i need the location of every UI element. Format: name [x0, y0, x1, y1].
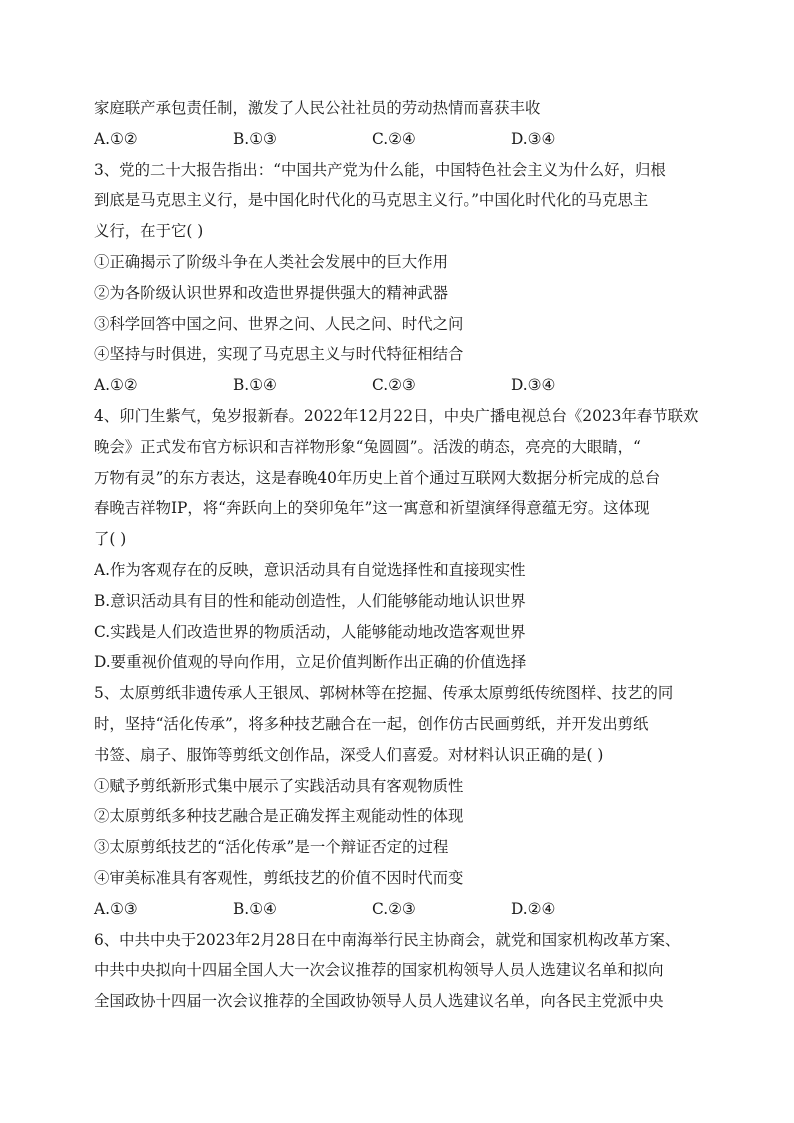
- question-6-stem-line: 中共中央拟向十四届全国人大一次会议推荐的国家机构领导人员人选建议名单和拟向: [94, 961, 664, 980]
- question-6-stem-line: 6、中共中央于2023年2月28日在中南海举行民主协商会，就党和国家机构改革方案、: [94, 930, 681, 949]
- question-4-stem-line: 晚会》正式发布官方标识和吉祥物形象“兔圆圆”。活泼的萌态，亮亮的大眼睛，“: [94, 437, 641, 456]
- question-2-options: [94, 124, 714, 155]
- question-5-item-4: ④审美标准具有客观性，剪纸技艺的价值不因时代而变: [94, 868, 464, 887]
- question-3-item-3: ③科学回答中国之问、世界之问、人民之问、时代之问: [94, 314, 464, 333]
- question-5-item-2: ②太原剪纸多种技艺融合是正确发挥主观能动性的体现: [94, 807, 464, 826]
- question-3-item-2: ②为各阶级认识世界和改造世界提供强大的精神武器: [94, 283, 448, 302]
- option-d: D.③④: [511, 129, 556, 148]
- option-d: D.③④: [511, 376, 556, 395]
- exam-page: [94, 93, 714, 1017]
- option-c: C.②③: [372, 376, 416, 395]
- question-2-stem-line: 家庭联产承包责任制，激发了人民公社社员的劳动热情而喜获丰收: [94, 99, 541, 117]
- question-3-item-1: ①正确揭示了阶级斗争在人类社会发展中的巨大作用: [94, 252, 448, 271]
- option-c: C.②④: [372, 129, 416, 148]
- question-4-stem-line: 春晚吉祥物IP，将“奔跃向上的癸卯兔年”这一寓意和祈望演绎得意蕴无穷。这体现: [94, 499, 650, 518]
- question-6: [94, 925, 714, 1017]
- question-4-choice-a: A.作为客观存在的反映，意识活动具有自觉选择性和直接现实性: [94, 560, 526, 579]
- option-a: A.①②: [94, 129, 138, 148]
- option-a: A.①②: [94, 376, 138, 395]
- option-b: B.①③: [233, 129, 277, 148]
- question-3-stem-line: 到底是马克思主义行，是中国化时代化的马克思主义行。”中国化时代化的马克思主: [94, 191, 649, 210]
- question-5: [94, 678, 714, 924]
- question-4-choice-d: D.要重视价值观的导向作用，立足价值判断作出正确的价值选择: [94, 653, 527, 672]
- question-4: [94, 401, 714, 678]
- question-5-stem-line: 5、太原剪纸非遗传承人王银凤、郭树林等在挖掘、传承太原剪纸传统图样、技艺的同: [94, 684, 674, 703]
- question-2-tail: [94, 93, 714, 155]
- question-4-stem-line: 了( ): [94, 530, 127, 549]
- option-b: B.①④: [233, 376, 277, 395]
- question-3-item-4: ④坚持与时俱进，实现了马克思主义与时代特征相结合: [94, 345, 464, 364]
- question-5-options: [94, 894, 714, 925]
- question-4-choice-c: C.实践是人们改造世界的物质活动，人能够能动地改造客观世界: [94, 622, 526, 641]
- question-4-choice-b: B.意识活动具有目的性和能动创造性，人们能够能动地认识世界: [94, 591, 526, 610]
- option-c: C.②③: [372, 899, 416, 918]
- question-3-stem-line: 3、党的二十大报告指出：“中国共产党为什么能，中国特色社会主义为什么好，归根: [94, 160, 666, 179]
- question-5-stem-line: 时，坚持“活化传承”，将多种技艺融合在一起，创作仿古民画剪纸，并开发出剪纸: [94, 714, 649, 733]
- option-b: B.①④: [233, 899, 277, 918]
- question-3-stem-line: 义行，在于它( ): [94, 222, 204, 241]
- question-5-item-3: ③太原剪纸技艺的“活化传承”是一个辩证否定的过程: [94, 838, 449, 857]
- question-4-stem-line: 万物有灵”的东方表达，这是春晚40年历史上首个通过互联网大数据分析完成的总台: [94, 468, 661, 487]
- question-3-options: [94, 370, 714, 401]
- question-3: [94, 155, 714, 401]
- question-5-stem-line: 书签、扇子、服饰等剪纸文创作品，深受人们喜爱。对材料认识正确的是( ): [94, 745, 604, 764]
- option-a: A.①③: [94, 899, 138, 918]
- question-5-item-1: ①赋予剪纸新形式集中展示了实践活动具有客观物质性: [94, 776, 464, 795]
- option-d: D.②④: [511, 899, 556, 918]
- question-6-stem-line: 全国政协十四届一次会议推荐的全国政协领导人员人选建议名单，向各民主党派中央: [94, 992, 664, 1011]
- question-4-stem-line: 4、卯门生紫气，兔岁报新春。2022年12月22日，中央广播电视总台《2023年春节联欢: [94, 406, 699, 425]
